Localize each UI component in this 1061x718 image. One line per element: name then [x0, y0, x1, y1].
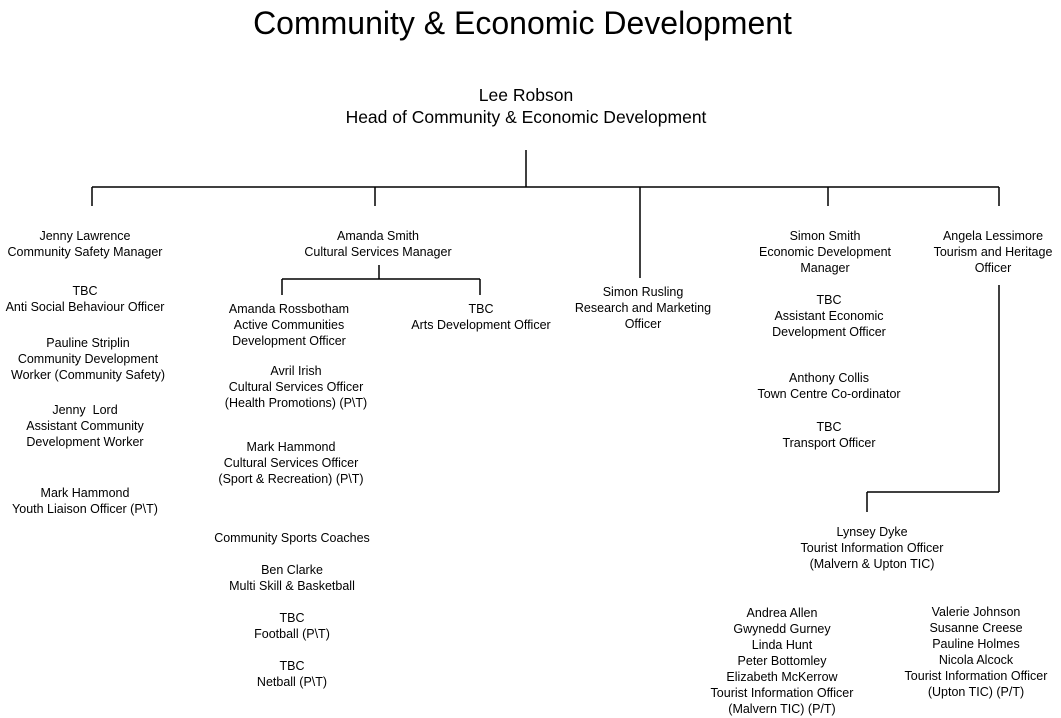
- head-role: Head of Community & Economic Development: [345, 107, 707, 127]
- community-sports-coaches: Community Sports Coaches: [214, 531, 370, 545]
- staff-assistant-community-worker: Jenny Lord Assistant Community Development Worker: [26, 403, 144, 449]
- coach-netball: TBC Netball (P\T): [256, 659, 328, 689]
- coach-multi-skill: Ben Clarke Multi Skill & Basketball: [229, 563, 355, 593]
- staff-transport: TBC Transport Officer: [782, 420, 876, 450]
- staff-assistant-economic: TBC Assistant Economic Development Officer: [772, 293, 886, 339]
- tourist-information-officer: Lynsey Dyke Tourist Information Officer (Malvern & Upton TIC): [800, 525, 944, 571]
- coach-football: TBC Football (P\T): [254, 611, 330, 641]
- cultural-services-manager: Amanda Smith Cultural Services Manager: [304, 229, 452, 259]
- head-name: Lee Robson: [478, 85, 574, 105]
- staff-town-centre: Anthony Collis Town Centre Co-ordinator: [757, 371, 901, 401]
- malvern-tic-team: Andrea Allen Gwynedd Gurney Linda Hunt Peter Bottomley Elizabeth McKerrow Tourist Information Officer (Malvern TIC) (P/T): [710, 606, 854, 716]
- upton-tic-team: Valerie Johnson Susanne Creese Pauline Holmes Nicola Alcock Tourist Information Officer (Upton TIC) (P/T): [904, 605, 1048, 699]
- research-marketing-officer: Simon Rusling Research and Marketing Officer: [574, 285, 712, 331]
- economic-development-manager: Simon Smith Economic Development Manager: [758, 229, 891, 275]
- staff-sport-recreation: Mark Hammond Cultural Services Officer (Sport & Recreation) (P\T): [218, 440, 364, 486]
- staff-active-communities: Amanda Rossbotham Active Communities Development Officer: [228, 302, 350, 348]
- staff-arts-development: TBC Arts Development Officer: [411, 302, 551, 332]
- community-safety-manager: Jenny Lawrence Community Safety Manager: [7, 229, 163, 259]
- tourism-heritage-officer: Angela Lessimore Tourism and Heritage Officer: [933, 229, 1053, 275]
- staff-anti-social-behaviour: TBC Anti Social Behaviour Officer: [5, 284, 165, 314]
- chart-title: Community & Economic Development: [253, 5, 792, 41]
- staff-youth-liaison: Mark Hammond Youth Liaison Officer (P\T): [12, 486, 158, 516]
- staff-community-development-worker: Pauline Striplin Community Development Worker (Community Safety): [11, 336, 165, 382]
- staff-health-promotions: Avril Irish Cultural Services Officer (Health Promotions) (P\T): [224, 364, 368, 410]
